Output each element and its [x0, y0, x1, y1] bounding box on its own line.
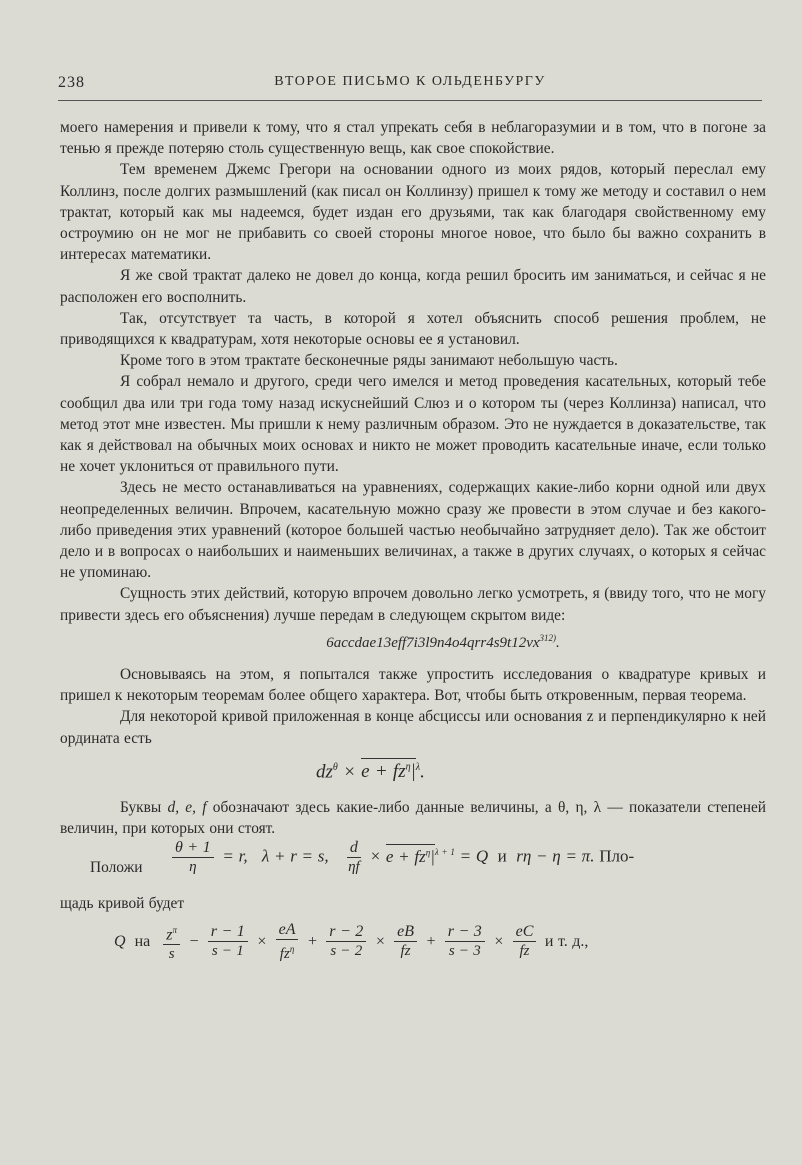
paragraph: Так, отсутствует та часть, в которой я хотел объяснить способ решения проблем, не приводящихся к квадратурам, хотя некоторые основы ее я установил.: [60, 309, 766, 349]
area-series-formula: Q на $\frac{z^\pi}{s}$ − $\frac{r - 1}{s - 1}$ × $\frac{eA}{fz^\eta}$ + $\frac{r - 2}{s - 2}$ × $\frac{eB}{fz}$ + $\frac{r - 3}{s - 3}$ × $\frac{eC}{fz}$ и т. д.,: [114, 920, 589, 962]
paragraph: Основываясь на этом, я попытался также упростить исследования о квадратуре кривых и пришел к некоторым теоремам более общего характера. Вот, чтобы быть откровенным, первая теорема.: [60, 666, 766, 705]
header-rule: [58, 100, 762, 101]
f1-exp-theta: θ: [332, 761, 338, 773]
cipher-text: 6accdae13eff7i3l9n4o4qrr4s9t12vx: [326, 634, 540, 651]
paragraph: моего намерения и привели к тому, что я стал упрекать себя в неблагоразумии и в том, что в погоне за тенью я прежде потеряю столь существенную вещь, как свое спокойствие.: [60, 119, 766, 158]
f1-radicand: $e + fz^\eta|$: [361, 758, 416, 782]
paragraph: Сущность этих действий, которую впрочем довольно легко усмотреть, я (ввиду того, что не могу привести здесь его объяснения) лучше передам в следующем скрытом виде:: [60, 585, 766, 624]
page-body: [60, 117, 766, 977]
f2-frac-r: $\frac{\theta + 1}{\eta}$: [172, 839, 214, 876]
paragraph: щадь кривой будет: [60, 895, 185, 913]
footnote-ref: 312): [539, 632, 557, 643]
f1-times: ×: [343, 761, 356, 783]
paragraph: Тем временем Джемс Грегори на основании одного из моих рядов, который переслал ему Коллинз, после долгих размышлений (как писал он Коллинзу) пришел к тому же методу и составил о нем трактат, который как мы надеемся, будет издан его друзьями, так как благодаря свойственному ему остроумию он не мог не прибавить со своей стороны многое новое, что было бы важно сохранить в интересах математики.: [60, 161, 766, 264]
f1-left: dz: [316, 761, 333, 783]
paragraph: Я же свой трактат далеко не довел до конца, когда решил бросить им заниматься, и сейчас я не расположен его восполнить.: [60, 267, 766, 306]
page-header: [58, 74, 762, 100]
paragraph: Я собрал немало и другого, среди чего имелся и метод проведения касательных, который тебе сообщил два или три года тому назад искуснейший Слюз и о котором ты (через Коллинза) написал, что метод этот мне известен. Мы пришли к нему различным образом. Это не нуждается в доказательстве, так как я действовал на обычных моих основах и никто не может проводить касательные иначе, если только не хочет уклониться от правильного пути.: [60, 373, 766, 476]
page-number: 238: [58, 74, 85, 91]
paragraph: Кроме того в этом трактате бесконечные ряды занимают небольшую часть.: [120, 352, 618, 370]
substitution-formula: Положи $\frac{\theta + 1}{\eta}$ = r, λ + r = s, $\frac{d}{\eta f}$ × $e + fz^\eta|^{\lambda + 1} = Q$ и rη − η = π. Пло-: [60, 839, 766, 893]
ordinate-formula: $dz^\theta \times e + fz^\eta|^\lambda$.: [60, 749, 766, 797]
f1-exp-lambda: λ: [415, 761, 421, 773]
cipher-anagram: $6accdae13eff7i3l9n4o4qrr4s9t12vx^{312)}$.: [326, 632, 560, 651]
f2-lead: Положи: [90, 859, 143, 877]
paragraph: Буквы d, e, f обозначают здесь какие-либо данные величины, а θ, η, λ — показатели степеней величин, при которых они стоят.: [60, 798, 767, 838]
paragraph: Для некоторой кривой приложенная в конце абсциссы или основания z и перпендикулярно к ней ордината есть: [60, 708, 766, 747]
paragraph: Здесь не место останавливаться на уравнениях, содержащих какие-либо корни одной или двух неопределенных величин. Впрочем, касательную можно сразу же провести в этом случае и без какого-либо приведения этих уравнений (которое большей частью необычайно затрудняет дело). Так же обстоит дело и в вопросах о наибольших и наименьших величинах, а также в других случаях, о которых я сейчас не упоминаю.: [60, 479, 766, 582]
running-title: ВТОРОЕ ПИСЬМО К ОЛЬДЕНБУРГУ: [274, 74, 546, 89]
f2-frac-d: $\frac{d}{\eta f}$: [348, 839, 360, 876]
